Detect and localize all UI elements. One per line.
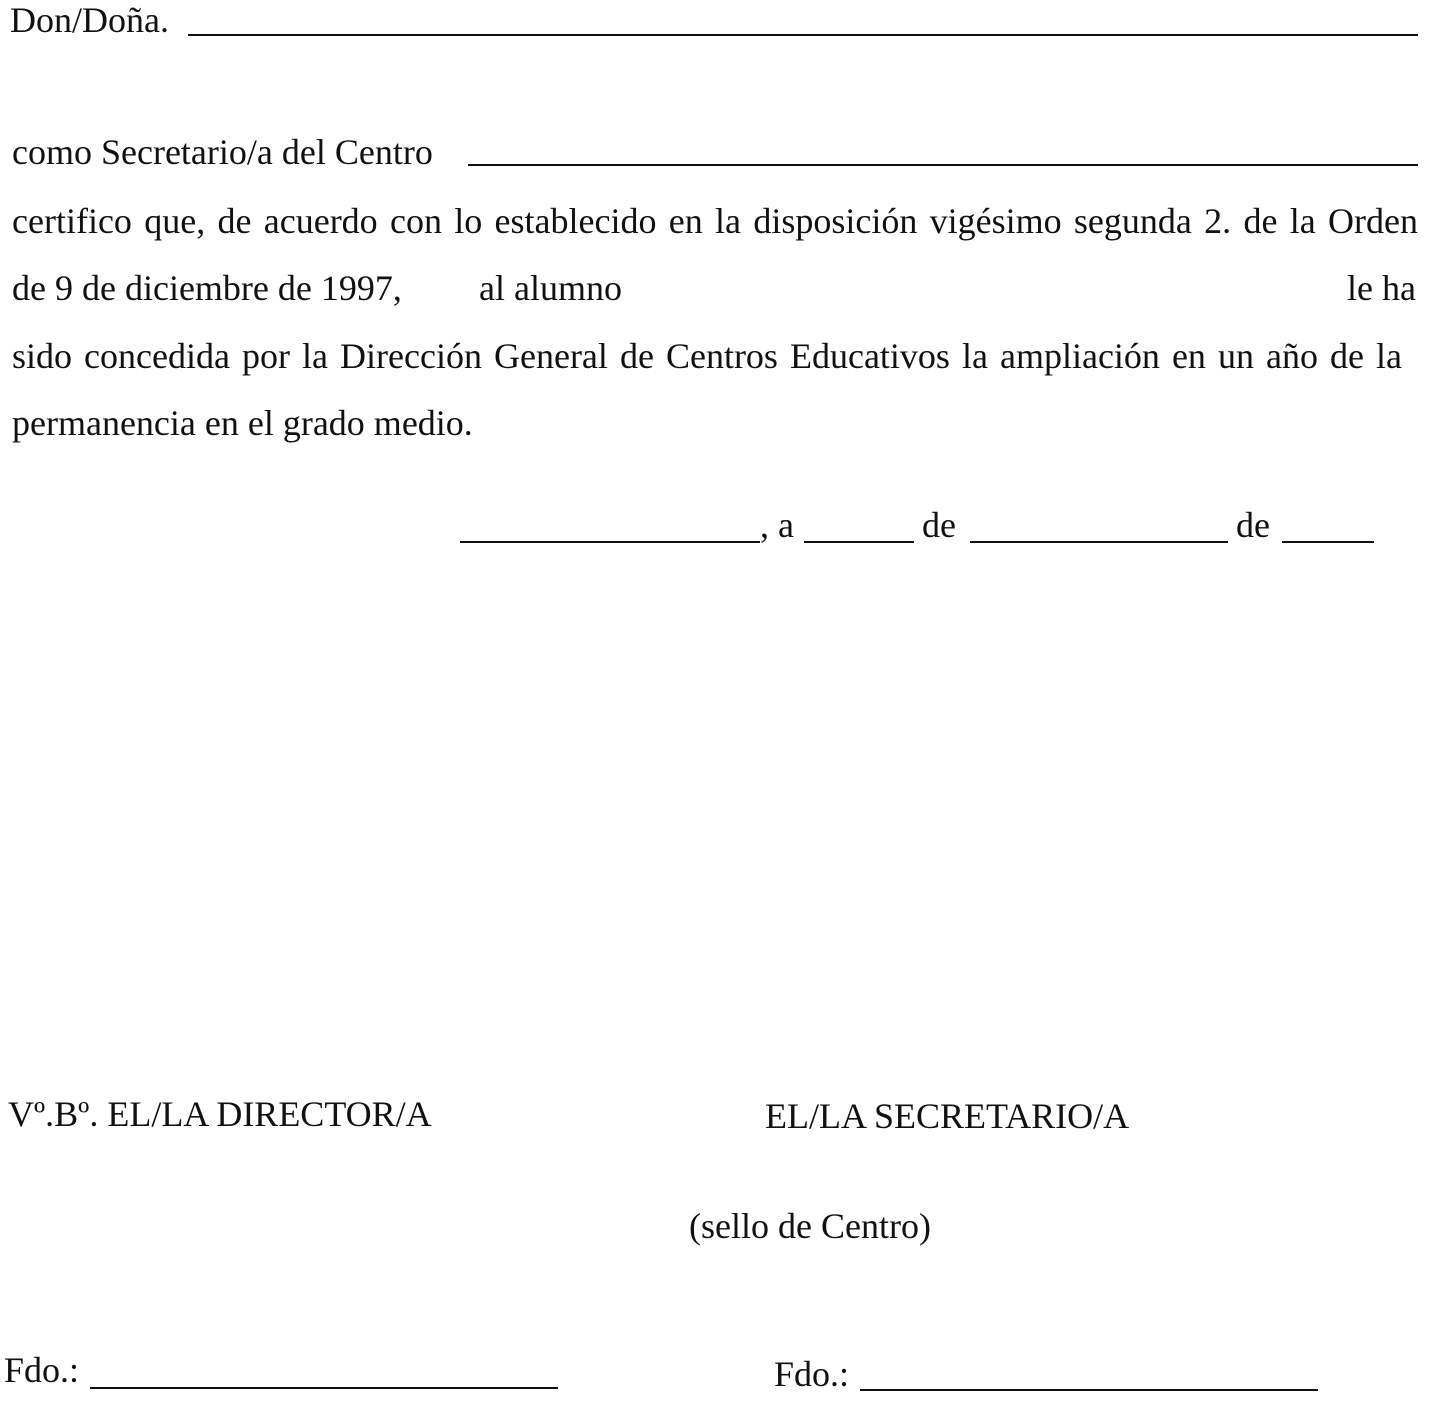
secretary-title: EL/LA SECRETARIO/A bbox=[765, 1096, 1130, 1136]
date-place-blank[interactable] bbox=[460, 541, 760, 543]
body-line-2-start: de 9 de diciembre de 1997, bbox=[12, 268, 402, 308]
don-dona-blank[interactable] bbox=[188, 34, 1418, 36]
secretario-centro-label: como Secretario/a del Centro bbox=[12, 132, 433, 172]
date-year-blank[interactable] bbox=[1282, 541, 1374, 543]
director-title: Vº.Bº. EL/LA DIRECTOR/A bbox=[8, 1094, 432, 1134]
body-line-4: permanencia en el grado medio. bbox=[12, 403, 473, 443]
body-line-3: sido concedida por la Dirección General de Centros Educativos la ampliación en un año de la bbox=[12, 336, 1402, 376]
date-sep-de-2: de bbox=[1236, 505, 1270, 545]
centro-blank[interactable] bbox=[468, 164, 1418, 166]
date-day-blank[interactable] bbox=[804, 541, 914, 543]
body-line-1: certifico que, de acuerdo con lo establecido en la disposición vigésimo segunda 2. de la Orden bbox=[12, 201, 1418, 241]
stamp-note: (sello de Centro) bbox=[689, 1206, 931, 1246]
secretary-signature-blank[interactable] bbox=[860, 1389, 1318, 1391]
fdo-left-label: Fdo.: bbox=[4, 1350, 80, 1390]
director-signature-blank[interactable] bbox=[90, 1387, 558, 1389]
body-line-2-alumno: al alumno bbox=[479, 268, 622, 308]
body-line-2-end: le ha bbox=[1347, 268, 1416, 308]
date-month-blank[interactable] bbox=[970, 541, 1228, 543]
don-dona-label: Don/Doña. bbox=[10, 0, 169, 40]
date-sep-de-1: de bbox=[922, 505, 956, 545]
fdo-right-label: Fdo.: bbox=[774, 1354, 850, 1394]
date-sep-a: , a bbox=[760, 505, 794, 545]
